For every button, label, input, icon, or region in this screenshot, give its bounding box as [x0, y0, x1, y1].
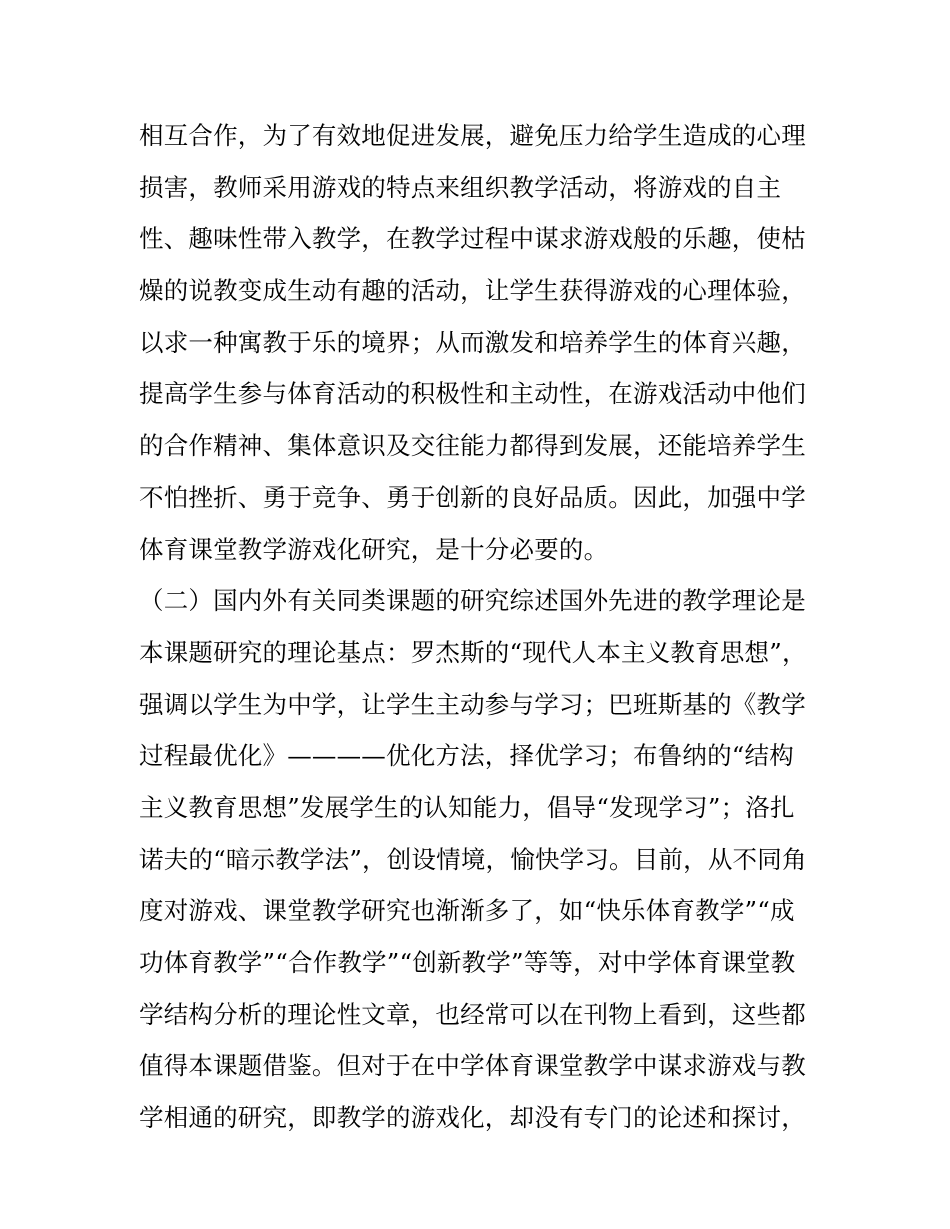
text-line: 学相通的研究，即教学的游戏化，却没有专门的论述和探讨， [139, 1103, 806, 1133]
text-line: 度对游戏、课堂教学研究也渐渐多了，如“快乐体育教学”“成 [139, 896, 795, 926]
text-line: 相互合作，为了有效地促进发展，避免压力给学生造成的心理 [139, 121, 806, 150]
text-line: 性、趣味性带入教学，在教学过程中谋求游戏般的乐趣，使枯 [139, 224, 806, 254]
text-line: 以求一种寓教于乐的境界；从而激发和培养学生的体育兴趣， [139, 327, 806, 357]
section-heading-line: （二）国内外有关同类课题的研究综述国外先进的教学理论是 [139, 586, 806, 616]
text-line: 损害，教师采用游戏的特点来组织教学活动，将游戏的自主 [139, 172, 782, 202]
text-line: 值得本课题借鉴。但对于在中学体育课堂教学中谋求游戏与教 [139, 1051, 806, 1081]
text-line: 燥的说教变成生动有趣的活动，让学生获得游戏的心理体验， [139, 276, 806, 306]
text-line: 的合作精神、集体意识及交往能力都得到发展，还能培养学生 [139, 431, 806, 461]
text-line: 本课题研究的理论基点：罗杰斯的“现代人本主义教育思想”， [139, 637, 807, 667]
text-line: 提高学生参与体育活动的积极性和主动性，在游戏活动中他们 [139, 379, 806, 409]
text-line: 诺夫的“暗示教学法”，创设情境，愉快学习。目前，从不同角 [139, 844, 807, 874]
text-line: 学结构分析的理论性文章，也经常可以在刊物上看到，这些都 [139, 999, 806, 1029]
body-text [139, 110, 829, 1144]
text-line: 功体育教学”“合作教学”“创新教学”等等，对中学体育课堂教 [139, 948, 796, 977]
text-line: 体育课堂教学游戏化研究，是十分必要的。 [139, 534, 609, 564]
text-line: 过程最优化》————优化方法，择优学习；布鲁纳的“结构 [139, 741, 794, 771]
text-line: 强调以学生为中学，让学生主动参与学习；巴班斯基的《教学 [139, 689, 806, 719]
text-line: 主义教育思想”发展学生的认知能力，倡导“发现学习”；洛扎 [139, 792, 795, 822]
text-line: 不怕挫折、勇于竞争、勇于创新的良好品质。因此，加强中学 [139, 482, 806, 512]
